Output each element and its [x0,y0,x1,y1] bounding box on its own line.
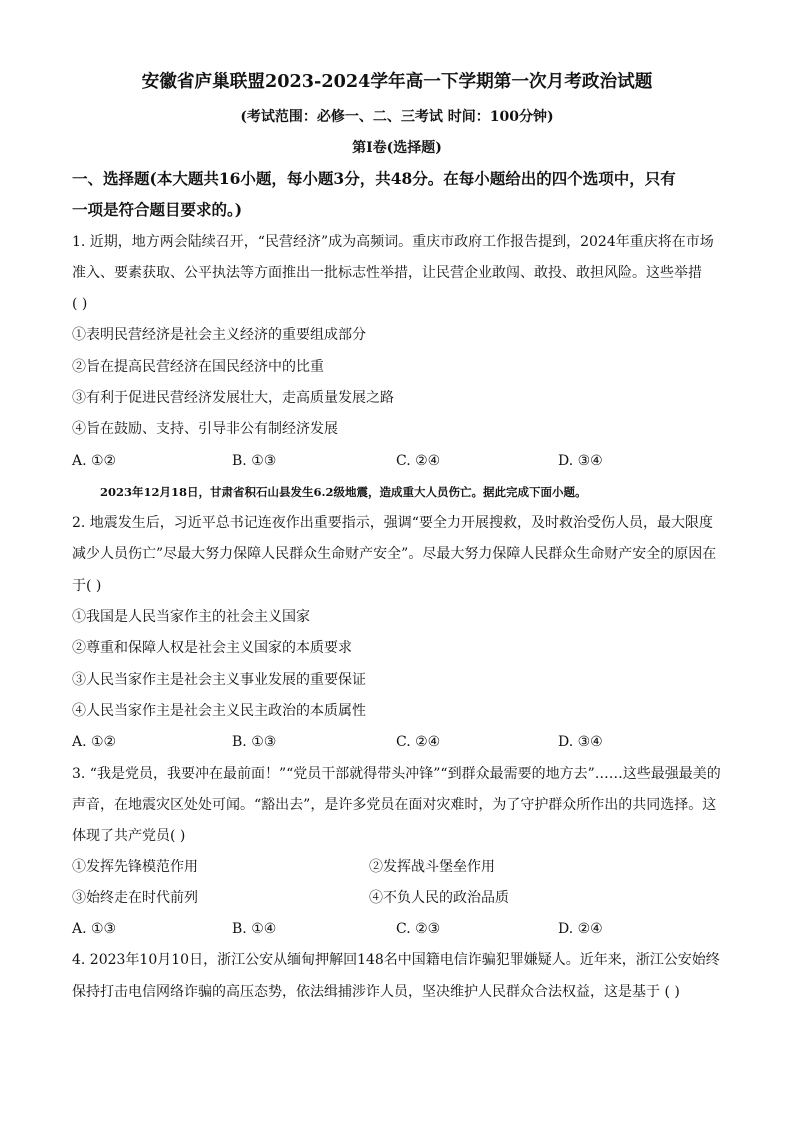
q3-stem-line3: 体现了共产党员( ) [72,828,186,844]
q1-statement-2: ②旨在提高民营经济在国民经济中的比重 [72,359,324,375]
q3-statement-2: ②发挥战斗堡垒作用 [369,859,495,875]
q2-option-c[interactable]: C. ②④ [396,734,441,750]
q2-stem-line1: 2. 地震发生后，习近平总书记连夜作出重要指示，强调“要全力开展搜救，及时救治受伤人员，最大限度 [72,515,713,531]
q2-option-b[interactable]: B. ①③ [232,734,277,750]
q4-stem-line2: 保持打击电信网络诈骗的高压态势，依法缉捕涉诈人员，坚决维护人民群众合法权益，这是基于 ( ) [72,984,680,1000]
q3-option-c[interactable]: C. ②③ [396,921,441,937]
q1-stem-line1: 1. 近期，地方两会陆续召开，“民营经济”成为高频词。重庆市政府工作报告提到，2024年重庆将在市场 [72,234,714,250]
q2-statement-2: ②尊重和保障人权是社会主义国家的本质要求 [72,640,352,656]
exam-scope: (考试范围：必修一、二、三考试 时间：100分钟) [240,109,554,125]
q1-statement-1: ①表明民营经济是社会主义经济的重要组成部分 [72,327,366,343]
q1-option-c[interactable]: C. ②④ [396,453,441,469]
q1-option-a[interactable]: A. ①② [72,453,117,469]
q1-option-b[interactable]: B. ①③ [232,453,277,469]
q2-statement-4: ④人民当家作主是社会主义民主政治的本质属性 [72,703,366,719]
q3-option-a[interactable]: A. ①③ [72,921,117,937]
q3-statement-3: ③始终走在时代前列 [72,890,198,906]
q2-stem-line3: 于( ) [72,578,102,594]
q2-option-a[interactable]: A. ①② [72,734,117,750]
q3-statement-1: ①发挥先锋模范作用 [72,859,198,875]
q3-stem-line1: 3. “我是党员，我要冲在最前面！”“党员干部就得带头冲锋”“到群众最需要的地方去”……这些最强最美的 [72,766,721,782]
q1-stem-line3: ( ) [72,296,88,312]
q3-option-d[interactable]: D. ②④ [558,921,603,937]
q1-option-d[interactable]: D. ③④ [558,453,603,469]
q3-option-b[interactable]: B. ①④ [232,921,277,937]
q2-statement-3: ③人民当家作主是社会主义事业发展的重要保证 [72,672,366,688]
q1-statement-4: ④旨在鼓励、支持、引导非公有制经济发展 [72,421,338,437]
q1-stem-line2: 准入、要素获取、公平执法等方面推出一批标志性举措，让民营企业敢闯、敢投、敢担风险。这些举措 [72,265,702,281]
shared-material: 2023年12月18日，甘肃省积石山县发生6.2级地震，造成重大人员伤亡。据此完成下面小题。 [100,485,587,499]
exam-title: 安徽省庐巢联盟2023-2024学年高一下学期第一次月考政治试题 [141,71,653,92]
q2-option-d[interactable]: D. ③④ [558,734,603,750]
q3-statement-4: ④不负人民的政治品质 [369,890,509,906]
q4-stem-line1: 4. 2023年10月10日，浙江公安从缅甸押解回148名中国籍电信诈骗犯罪嫌疑人。近年来，浙江公安始终 [72,952,720,968]
q3-stem-line2: 声音，在地震灾区处处可闻。“豁出去”，是许多党员在面对灾难时，为了守护群众所作出的共同选择。这 [72,797,717,813]
volume-heading: 第Ⅰ卷(选择题) [352,140,442,156]
section-heading-line2: 一项是符合题目要求的。) [72,200,243,219]
q1-statement-3: ③有利于促进民营经济发展壮大，走高质量发展之路 [72,390,394,406]
section-heading-line1: 一、选择题(本大题共16小题，每小题3分，共48分。在每小题给出的四个选项中，只有 [72,169,676,188]
q2-statement-1: ①我国是人民当家作主的社会主义国家 [72,609,310,625]
q2-stem-line2: 减少人员伤亡”尽最大努力保障人民群众生命财产安全”。尽最大努力保障人民群众生命财产安全的原因在 [72,546,717,562]
